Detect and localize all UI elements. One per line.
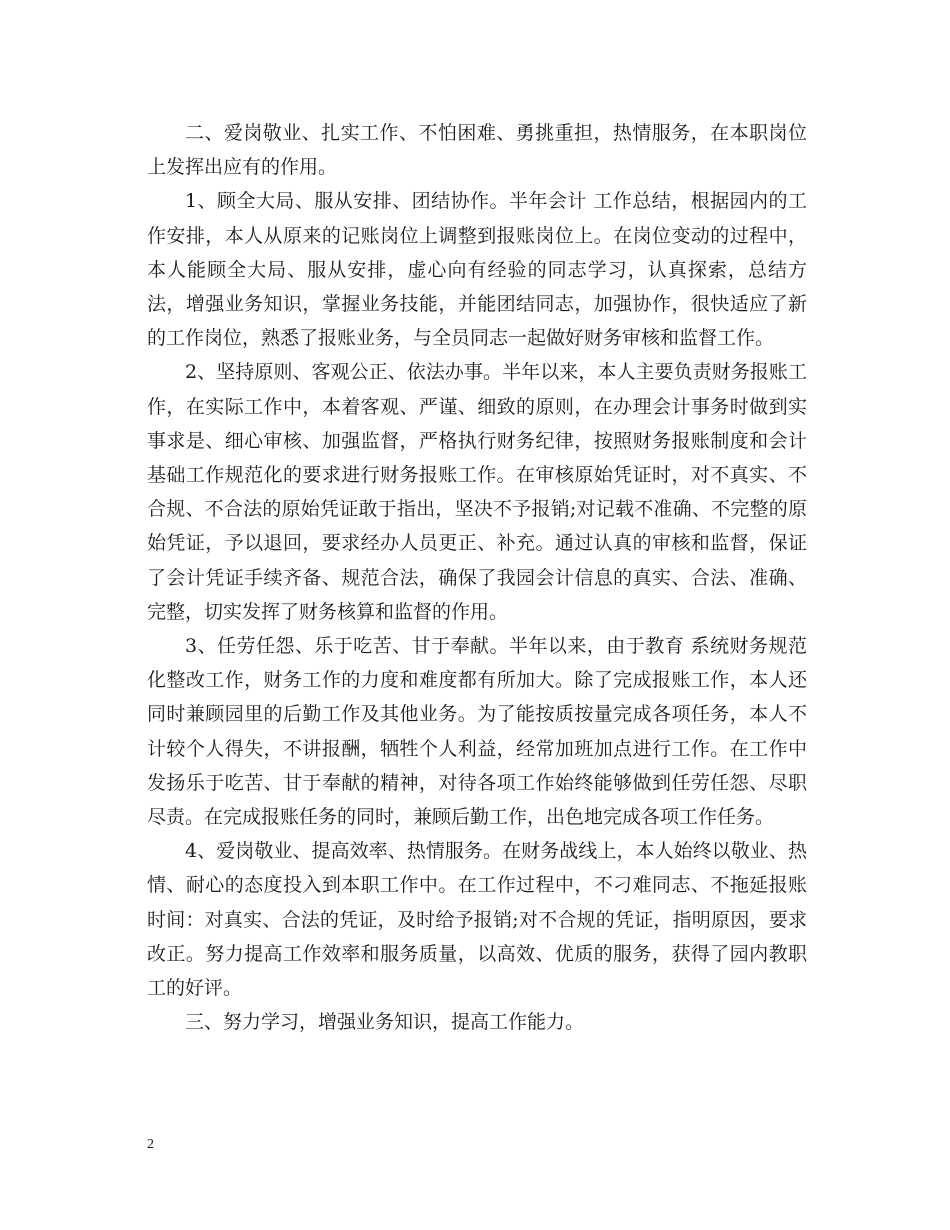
paragraph-item-1: 1、顾全大局、服从安排、团结协作。半年会计 工作总结，根据园内的工作安排，本人从原来的记账岗位上调整到报账岗位上。在岗位变动的过程中，本人能顾全大局、服从安排，虚心向有经验的同志学习，认真探索，总结方法，增强业务知识，掌握业务技能，并能团结同志，加强协作，很快适应了新的工作岗位，熟悉了报账业务，与全员同志一起做好财务审核和监督工作。 [147, 190, 807, 350]
paragraph-section-2-heading: 二、爱岗敬业、扎实工作、不怕困难、勇挑重担，热情服务，在本职岗位上发挥出应有的作用。 [147, 122, 807, 179]
paragraph-item-2: 2、坚持原则、客观公正、依法办事。半年以来，本人主要负责财务报账工作，在实际工作中，本着客观、严谨、细致的原则，在办理会计事务时做到实事求是、细心审核、加强监督，严格执行财务纪律，按照财务报账制度和会计基础工作规范化的要求进行财务报账工作。在审核原始凭证时，对不真实、不合规、不合法的原始凭证敢于指出，坚决不予报销;对记载不准确、不完整的原始凭证，予以退回，要求经办人员更正、补充。通过认真的审核和监督，保证了会计凭证手续齐备、规范合法，确保了我园会计信息的真实、合法、准确、完整，切实发挥了财务核算和监督的作用。 [147, 361, 807, 623]
document-body [147, 116, 807, 1039]
page-number: 2 [147, 1137, 154, 1152]
paragraph-section-3-heading: 三、努力学习，增强业务知识，提高工作能力。 [185, 1011, 585, 1034]
paragraph-item-3: 3、任劳任怨、乐于吃苦、甘于奉献。半年以来，由于教育 系统财务规范化整改工作，财务工作的力度和难度都有所加大。除了完成报账工作，本人还同时兼顾园里的后勤工作及其他业务。为了能按质按量完成各项任务，本人不计较个人得失，不讲报酬，牺牲个人利益，经常加班加点进行工作。在工作中发扬乐于吃苦、甘于奉献的精神，对待各项工作始终能够做到任劳任怨、尽职尽责。在完成报账任务的同时，兼顾后勤工作，出色地完成各项工作任务。 [147, 635, 807, 829]
paragraph-item-4: 4、爱岗敬业、提高效率、热情服务。在财务战线上，本人始终以敬业、热情、耐心的态度投入到本职工作中。在工作过程中，不刁难同志、不拖延报账时间：对真实、合法的凭证，及时给予报销;对不合规的凭证，指明原因，要求改正。努力提高工作效率和服务质量，以高效、优质的服务，获得了园内教职工的好评。 [147, 840, 807, 1000]
